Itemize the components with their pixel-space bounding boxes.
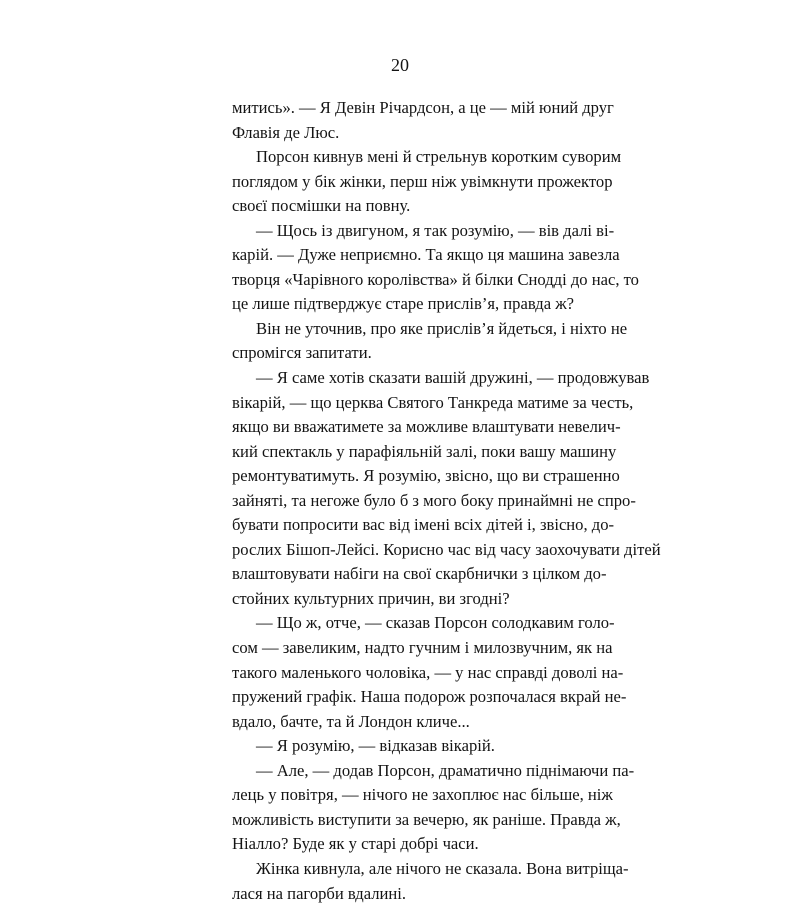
text-line: спромігся запитати. [232,341,568,366]
text-line: Порсон кивнув мені й стрельнув коротким суворим [232,145,568,170]
text-line: своєї посмішки на повну. [232,194,568,219]
text-line: це лише підтверджує старе прислів’я, правда ж? [232,292,568,317]
text-line: творця «Чарівного королівства» й білки Снодді до нас, то [232,268,568,293]
text-line: — Я розумію, — відказав вікарій. [232,734,568,759]
text-line: стойних культурних причин, ви згодні? [232,587,568,612]
text-line: поглядом у бік жінки, перш ніж увімкнути прожектор [232,170,568,195]
text-line: — Я саме хотів сказати вашій дружині, — продовжував [232,366,568,391]
text-line: бувати попросити вас від імені всіх дітей і, звісно, до- [232,513,568,538]
text-line: такого маленького чоловіка, — у нас справді доволі на- [232,661,568,686]
text-line: — Щось із двигуном, я так розумію, — вів далі ві- [232,219,568,244]
text-line: карій. — Дуже неприємно. Та якщо ця машина завезла [232,243,568,268]
text-line: пружений графік. Наша подорож розпочалася вкрай не- [232,685,568,710]
text-line: — Але, — додав Порсон, драматично піднімаючи па- [232,759,568,784]
body-text [232,96,568,906]
text-line: лася на пагорби вдалині. [232,882,568,906]
text-line: — Що ж, отче, — сказав Порсон солодкавим голо- [232,611,568,636]
page-number: 20 [0,52,800,78]
text-line: кий спектакль у парафіяльній залі, поки вашу машину [232,440,568,465]
text-line: сом — завеликим, надто гучним і милозвучним, як на [232,636,568,661]
text-line: Ніалло? Буде як у старі добрі часи. [232,832,568,857]
text-line: Жінка кивнула, але нічого не сказала. Вона витріща- [232,857,568,882]
text-line: лець у повітря, — нічого не захоплює нас більше, ніж [232,783,568,808]
text-line: рослих Бішоп-Лейсі. Корисно час від часу заохочувати дітей [232,538,568,563]
text-line: Він не уточнив, про яке прислів’я йдеться, і ніхто не [232,317,568,342]
text-line: вікарій, — що церква Святого Танкреда матиме за честь, [232,391,568,416]
text-line: ремонтуватимуть. Я розумію, звісно, що ви страшенно [232,464,568,489]
text-line: митись». — Я Девін Річардсон, а це — мій юний друг [232,96,568,121]
text-line: зайняті, та негоже було б з мого боку принаймні не спро- [232,489,568,514]
text-line: Флавія де Люс. [232,121,568,146]
text-line: якщо ви вважатимете за можливе влаштувати невелич- [232,415,568,440]
text-line: влаштовувати набіги на свої скарбнички з цілком до- [232,562,568,587]
text-line: можливість виступити за вечерю, як раніше. Правда ж, [232,808,568,833]
text-line: вдало, бачте, та й Лондон кличе... [232,710,568,735]
